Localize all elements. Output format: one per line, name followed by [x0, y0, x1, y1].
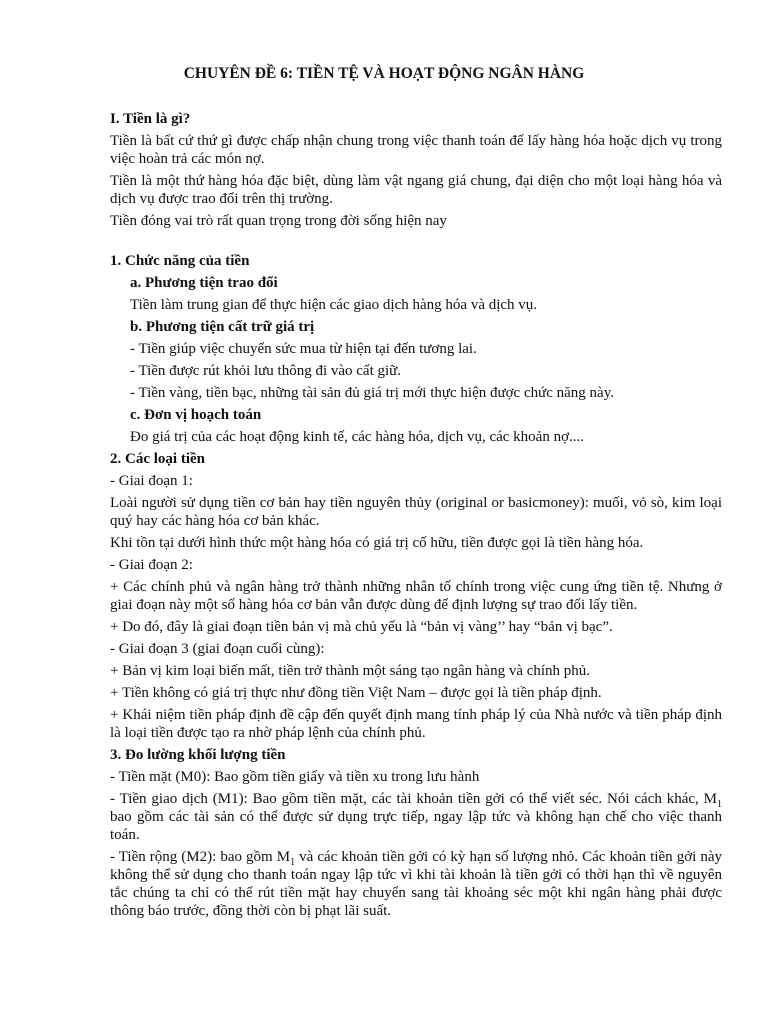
page-title: CHUYÊN ĐỀ 6: TIỀN TỆ VÀ HOẠT ĐỘNG NGÂN HÀNG: [183, 65, 585, 82]
paragraph: + Khái niệm tiền pháp định đề cập đến quyết định mang tính pháp lý của Nhà nước và tiền pháp định là loại tiền được tạo ra nhờ pháp lệnh của chính phủ.: [110, 707, 722, 741]
paragraph-m2: [110, 848, 722, 920]
subscript: 1: [717, 799, 722, 810]
paragraph: Tiền là một thứ hàng hóa đặc biệt, dùng làm vật ngang giá chung, đại diện cho một loại hàng hóa và dịch vụ được trao đổi trên thị trường.: [110, 173, 722, 207]
text-run: và các khoản tiền gởi có kỳ hạn số lượng nhỏ. Các khoản tiền gởi này không thể sử dụng cho thanh toán ngay lập tức vì khi tài khoản là tiền gởi có thời hạn thì về nguyên tắc chúng ta chỉ có thể rút tiền mặt hay chuyển sang tài khoảng séc một khi ngân hàng phải được thông báo trước, đồng thời còn bị phạt lãi suất.: [110, 849, 722, 919]
paragraph: + Bản vị kim loại biến mất, tiền trở thành một sáng tạo ngân hàng và chính phủ.: [110, 663, 591, 679]
paragraph: + Do đó, đây là giai đoạn tiền bản vị mà chủ yếu là “bản vị vàng’’ hay “bản vị bạc”.: [110, 619, 613, 635]
list-item: - Tiền được rút khỏi lưu thông đi vào cất giữ.: [130, 363, 402, 379]
list-item: - Tiền vàng, tiền bạc, những tài sản đủ giá trị mới thực hiện được chức năng này.: [130, 385, 614, 401]
subheading-exchange: a. Phương tiện trao đổi: [130, 275, 278, 291]
paragraph: Khi tồn tại dưới hình thức một hàng hóa có giá trị cố hữu, tiền được gọi là tiền hàng hóa.: [110, 535, 644, 551]
list-item: - Tiền giúp việc chuyển sức mua từ hiện tại đến tương lai.: [130, 341, 477, 357]
heading-types-of-money: 2. Các loại tiền: [110, 451, 205, 467]
stage-label: - Giai đoạn 3 (giai đoạn cuối cùng):: [110, 641, 325, 657]
section-heading-what-is-money: I. Tiền là gì?: [110, 111, 191, 127]
paragraph: Tiền làm trung gian để thực hiện các giao dịch hàng hóa và dịch vụ.: [130, 297, 538, 313]
stage-label: - Giai đoạn 1:: [110, 473, 193, 489]
text-run: - Tiền giao dịch (M1): Bao gồm tiền mặt, các tài khoản tiền gởi có thể viết séc. Nói cách khác, M: [110, 791, 717, 807]
subheading-store-of-value: b. Phương tiện cất trữ giá trị: [130, 319, 315, 335]
heading-money-supply: 3. Đo lường khối lượng tiền: [110, 747, 286, 763]
paragraph: Loài người sử dụng tiền cơ bản hay tiền nguyên thủy (original or basicmoney): muối, vỏ sò, kim loại quý hay các hàng hóa cơ bản khác.: [110, 495, 722, 529]
paragraph: + Tiền không có giá trị thực như đồng tiền Việt Nam – được gọi là tiền pháp định.: [110, 685, 602, 701]
paragraph: + Các chính phủ và ngân hàng trở thành những nhân tố chính trong việc cung ứng tiền tệ. Nhưng ở giai đoạn này một số hàng hóa cơ bản vẫn được dùng để định lượng sự trao đổi lấy tiền.: [110, 579, 722, 613]
paragraph-m1: [110, 790, 722, 844]
paragraph-m0: - Tiền mặt (M0): Bao gồm tiền giấy và tiền xu trong lưu hành: [110, 769, 480, 785]
text-run: bao gồm các tài sản có thể được sử dụng trực tiếp, ngay lập tức và không hạn chế cho việc thanh toán.: [110, 809, 722, 843]
paragraph: Đo giá trị của các hoạt động kinh tế, các hàng hóa, dịch vụ, các khoản nợ....: [130, 429, 585, 445]
paragraph: Tiền là bất cứ thứ gì được chấp nhận chung trong việc thanh toán để lấy hàng hóa hoặc dịch vụ trong việc hoàn trả các món nợ.: [110, 133, 722, 167]
text-run: - Tiền rộng (M2): bao gồm M: [110, 849, 291, 865]
paragraph: Tiền đóng vai trò rất quan trọng trong đời sống hiện nay: [110, 213, 447, 229]
stage-label: - Giai đoạn 2:: [110, 557, 193, 573]
document-body: [110, 110, 722, 924]
heading-functions: 1. Chức năng của tiền: [110, 253, 250, 269]
subscript: 1: [290, 857, 296, 868]
subheading-unit-of-account: c. Đơn vị hoạch toán: [130, 407, 262, 423]
